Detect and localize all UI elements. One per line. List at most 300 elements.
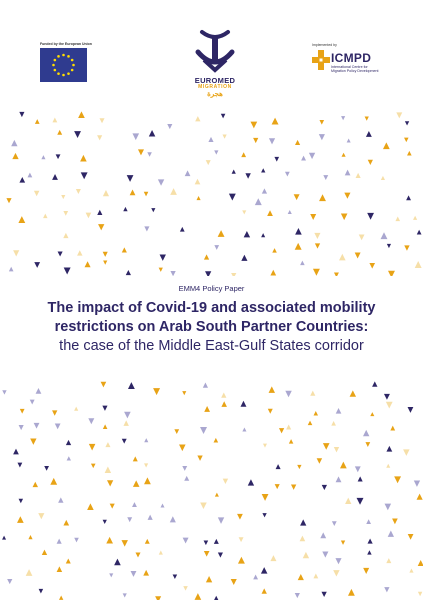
euromed-logo xyxy=(180,28,250,98)
triangle-shape xyxy=(229,194,236,201)
triangle-shape xyxy=(144,192,149,197)
triangle-shape xyxy=(332,521,337,526)
eu-funding-block xyxy=(40,42,100,82)
triangle-shape xyxy=(63,233,68,238)
triangle-shape xyxy=(13,449,19,455)
triangle-shape xyxy=(321,592,326,597)
triangle-shape xyxy=(297,465,301,469)
triangle-shape xyxy=(418,592,422,596)
eu-star-icon xyxy=(57,55,60,58)
triangle-shape xyxy=(147,152,152,157)
triangle-shape xyxy=(183,538,189,544)
triangle-shape xyxy=(78,111,85,118)
triangle-shape xyxy=(381,232,388,239)
triangle-shape xyxy=(309,153,315,159)
triangle-shape xyxy=(55,424,61,430)
triangle-shape xyxy=(18,216,25,223)
triangle-shape xyxy=(366,519,371,524)
eu-star-icon xyxy=(62,74,65,77)
triangle-shape xyxy=(122,247,127,252)
triangle-shape xyxy=(366,131,372,137)
triangle-shape xyxy=(242,427,246,431)
triangle-shape xyxy=(133,480,140,487)
triangle-shape xyxy=(123,593,127,597)
eu-star-icon xyxy=(71,69,74,72)
triangle-shape xyxy=(417,494,423,500)
triangle-shape xyxy=(38,513,44,519)
triangle-shape xyxy=(415,261,422,268)
triangle-shape xyxy=(241,152,246,157)
triangle-shape xyxy=(138,149,144,155)
triangle-shape xyxy=(208,137,213,142)
triangle-shape xyxy=(370,412,374,416)
triangle-shape xyxy=(123,207,127,211)
triangle-shape xyxy=(231,579,237,585)
triangle-shape xyxy=(392,519,398,525)
triangle-shape xyxy=(238,557,245,564)
triangle-shape xyxy=(269,386,275,392)
triangle-shape xyxy=(407,151,412,156)
triangle-shape xyxy=(52,410,57,415)
triangle-shape xyxy=(74,407,78,411)
triangle-shape xyxy=(167,124,172,129)
triangle-shape xyxy=(105,467,111,473)
triangle-shape xyxy=(103,424,108,429)
triangle-shape xyxy=(195,593,202,600)
triangle-shape xyxy=(214,539,219,544)
triangle-shape xyxy=(261,567,268,574)
triangle-shape xyxy=(148,515,153,520)
triangle-shape xyxy=(388,271,395,276)
triangle-shape xyxy=(239,537,244,542)
triangle-shape xyxy=(35,119,40,124)
triangle-shape xyxy=(183,586,188,591)
triangle-shape xyxy=(267,210,273,216)
triangle-shape xyxy=(102,406,107,411)
triangle-shape xyxy=(331,421,336,426)
triangle-shape xyxy=(57,130,62,135)
triangle-shape xyxy=(298,574,304,580)
triangle-shape xyxy=(63,211,68,216)
triangle-shape xyxy=(103,520,107,524)
triangle-shape xyxy=(387,244,391,248)
triangle-shape xyxy=(103,261,107,265)
triangle-shape xyxy=(301,156,306,161)
triangle-shape xyxy=(204,540,209,545)
triangle-shape xyxy=(285,391,291,397)
triangle-shape xyxy=(386,464,390,468)
triangle-shape xyxy=(34,262,40,268)
triangle-shape xyxy=(26,569,33,576)
triangle-shape xyxy=(319,134,325,140)
triangle-shape xyxy=(34,191,39,196)
triangle-shape xyxy=(365,116,369,120)
triangle-shape xyxy=(262,513,266,517)
triangle-shape xyxy=(345,170,351,176)
triangle-shape xyxy=(214,438,219,443)
triangle-shape xyxy=(127,175,134,182)
triangle-shape xyxy=(74,538,79,543)
triangle-shape xyxy=(418,560,423,566)
triangle-shape xyxy=(204,406,210,412)
triangle-shape xyxy=(127,517,132,522)
triangle-shape xyxy=(57,566,63,572)
triangle-shape xyxy=(57,539,62,544)
triangle-shape xyxy=(244,231,250,237)
triangle-shape xyxy=(413,216,417,220)
icmpd-emblem-icon xyxy=(312,49,330,71)
triangle-shape xyxy=(272,118,279,125)
triangle-shape xyxy=(59,595,63,599)
triangle-shape xyxy=(414,481,420,487)
triangle-shape xyxy=(214,150,218,154)
triangle-shape xyxy=(130,190,136,196)
triangle-shape xyxy=(97,135,102,140)
triangle-shape xyxy=(200,427,207,434)
triangle-shape xyxy=(39,589,44,594)
triangle-shape xyxy=(205,271,211,276)
triangle-shape xyxy=(87,503,94,510)
triangle-shape xyxy=(221,114,226,119)
triangle-shape xyxy=(145,539,150,544)
triangle-shape xyxy=(98,224,104,230)
triangle-shape xyxy=(320,532,326,538)
eu-star-icon xyxy=(71,59,74,62)
triangle-shape xyxy=(310,214,316,220)
triangle-shape xyxy=(315,243,320,248)
triangle-shape xyxy=(2,536,6,540)
implemented-by-caption: Implemented by xyxy=(312,43,337,47)
triangle-shape xyxy=(61,195,65,199)
triangle-shape xyxy=(52,174,58,180)
triangle-shape xyxy=(123,420,128,425)
triangle-shape xyxy=(101,382,107,388)
triangle-shape xyxy=(7,579,12,584)
triangle-shape xyxy=(144,438,148,442)
triangle-shape xyxy=(64,268,71,275)
triangle-shape xyxy=(384,587,389,592)
triangle-shape xyxy=(135,552,140,557)
triangle-shape xyxy=(404,138,409,143)
triangle-shape xyxy=(334,447,339,452)
triangle-shape xyxy=(103,190,109,196)
icmpd-full-name xyxy=(331,65,391,73)
triangle-shape xyxy=(303,552,309,558)
triangle-shape xyxy=(221,401,227,407)
triangle-shape xyxy=(276,464,281,469)
triangle-shape xyxy=(206,160,211,165)
triangle-shape xyxy=(132,502,137,507)
eu-funding-caption: Funded by the European Union xyxy=(40,42,92,46)
triangle-shape xyxy=(358,476,363,481)
triangle-shape xyxy=(241,255,247,261)
triangle-shape xyxy=(86,213,92,219)
triangle-shape xyxy=(103,252,108,257)
triangle-shape xyxy=(106,537,113,544)
triangle-shape xyxy=(151,208,155,212)
triangle-shape xyxy=(319,194,326,201)
triangle-shape xyxy=(342,153,346,157)
triangle-shape xyxy=(408,407,414,413)
triangle-shape xyxy=(52,117,57,122)
triangle-shape xyxy=(50,478,57,485)
triangle-shape xyxy=(322,551,328,557)
triangle-shape xyxy=(363,568,369,574)
title-line-2: restrictions on Arab South Partner Countries: xyxy=(54,319,369,335)
triangle-shape xyxy=(132,133,139,140)
triangle-shape xyxy=(272,248,277,253)
arabic-wordmark: هجرة xyxy=(207,91,223,98)
triangle-shape xyxy=(42,550,47,555)
triangle-shape xyxy=(215,493,219,497)
triangle-shape xyxy=(250,122,257,129)
triangle-shape xyxy=(323,175,328,180)
triangle-shape xyxy=(310,391,315,396)
triangle-shape xyxy=(341,214,348,221)
triangle-shape xyxy=(300,519,306,525)
title-line-1: The impact of Covid-19 and associated mobility xyxy=(47,300,376,316)
triangle-shape xyxy=(110,504,115,509)
eu-star-icon xyxy=(57,72,60,75)
triangle-shape xyxy=(319,120,324,125)
triangle-shape xyxy=(144,463,148,467)
triangle-shape xyxy=(263,444,267,448)
triangle-shape xyxy=(89,444,96,451)
triangle-shape xyxy=(340,462,347,469)
triangle-shape xyxy=(314,411,319,416)
cover-title-block xyxy=(0,284,423,356)
triangle-shape xyxy=(339,254,346,261)
triangle-shape xyxy=(124,412,131,419)
triangle-shape xyxy=(19,112,24,117)
triangle-shape xyxy=(88,418,94,424)
triangle-shape xyxy=(275,484,280,489)
triangle-shape xyxy=(161,504,165,508)
triangle-shape xyxy=(232,170,236,174)
triangle-shape xyxy=(28,173,33,178)
icmpd-full-line1: International Centre for xyxy=(331,65,368,69)
triangle-shape xyxy=(295,593,300,598)
triangle-shape xyxy=(184,476,189,481)
triangle-shape xyxy=(159,550,163,554)
triangle-shape xyxy=(295,140,300,145)
triangle-shape xyxy=(336,408,342,414)
triangle-shape xyxy=(396,112,402,118)
triangle-shape xyxy=(218,230,225,237)
triangle-shape xyxy=(13,250,19,256)
series-label: EMM4 Policy Paper xyxy=(178,284,245,293)
triangle-shape xyxy=(345,498,351,504)
triangle-shape xyxy=(170,271,175,276)
triangle-shape xyxy=(395,217,400,222)
triangle-shape xyxy=(200,502,207,509)
triangle-shape xyxy=(368,160,373,165)
triangle-shape xyxy=(41,155,45,159)
triangle-shape xyxy=(317,458,323,464)
triangle-shape xyxy=(359,235,365,241)
triangle-shape xyxy=(158,179,164,185)
triangle-shape xyxy=(417,230,422,235)
subtitle: the case of the Middle East-Gulf States corridor xyxy=(59,338,364,354)
triangle-shape xyxy=(214,596,218,600)
triangle-shape xyxy=(253,575,258,580)
triangle-shape xyxy=(76,189,81,194)
triangle-shape xyxy=(218,553,223,558)
icmpd-wordmark: ICMPD xyxy=(331,51,372,65)
triangle-shape xyxy=(262,588,267,593)
triangle-shape xyxy=(323,443,330,450)
triangle-shape xyxy=(97,210,102,215)
triangle-shape xyxy=(384,394,390,400)
triangle-shape xyxy=(170,516,176,522)
triangle-shape xyxy=(369,263,375,269)
triangle-shape xyxy=(67,456,71,460)
triangle-pattern-top xyxy=(0,108,423,276)
triangle-shape xyxy=(341,541,345,545)
triangle-shape xyxy=(261,168,265,172)
triangle-shape xyxy=(107,480,113,486)
triangle-shape xyxy=(19,177,25,183)
eu-star-icon xyxy=(67,55,70,58)
triangle-shape xyxy=(66,558,71,563)
triangle-shape xyxy=(153,388,160,395)
triangle-shape xyxy=(367,538,372,543)
triangle-shape xyxy=(406,195,411,200)
triangle-shape xyxy=(44,466,49,471)
triangle-shape xyxy=(128,382,135,389)
triangle-shape xyxy=(291,485,296,490)
triangle-shape xyxy=(149,130,155,136)
triangle-shape xyxy=(63,520,69,526)
triangle-shape xyxy=(388,531,394,537)
triangle-shape xyxy=(288,210,292,214)
triangle-shape xyxy=(386,446,392,452)
triangle-shape xyxy=(159,268,163,272)
triangle-shape xyxy=(173,574,178,579)
triangle-shape xyxy=(314,233,320,239)
triangle-shape xyxy=(28,535,32,539)
triangle-shape xyxy=(80,155,87,162)
eu-star-icon xyxy=(62,54,65,57)
triangle-shape xyxy=(341,116,345,120)
triangle-shape xyxy=(85,261,91,267)
triangle-shape xyxy=(182,391,186,395)
triangle-shape xyxy=(34,423,40,429)
triangle-shape xyxy=(294,194,300,200)
triangle-shape xyxy=(367,550,371,554)
eu-flag-icon xyxy=(40,48,87,82)
triangle-shape xyxy=(268,409,273,414)
triangle-shape xyxy=(131,571,137,577)
triangle-shape xyxy=(365,442,370,447)
triangle-shape xyxy=(81,172,88,179)
triangle-shape xyxy=(390,426,395,431)
triangle-shape xyxy=(204,254,209,259)
triangle-shape xyxy=(295,243,302,250)
triangle-shape xyxy=(355,466,361,472)
triangle-shape xyxy=(385,504,392,511)
eu-star-icon xyxy=(54,59,57,62)
triangle-shape xyxy=(122,439,127,444)
triangle-shape xyxy=(335,558,341,564)
triangle-shape xyxy=(253,138,258,143)
triangle-shape xyxy=(405,121,409,125)
triangle-shape xyxy=(36,388,42,394)
triangle-shape xyxy=(237,514,243,520)
triangle-shape xyxy=(394,476,401,483)
eu-star-icon xyxy=(54,69,57,72)
icmpd-logo-block xyxy=(312,43,402,83)
triangle-shape xyxy=(197,196,201,200)
triangle-shape xyxy=(409,568,413,572)
triangle-shape xyxy=(144,477,151,484)
triangle-shape xyxy=(6,198,11,203)
triangle-shape xyxy=(206,576,212,582)
triangle-shape xyxy=(386,402,393,409)
triangle-shape xyxy=(333,570,339,576)
triangle-shape xyxy=(261,233,265,237)
triangle-shape xyxy=(197,455,202,460)
triangle-shape xyxy=(269,138,275,144)
triangle-shape xyxy=(308,421,313,426)
triangle-shape xyxy=(33,482,38,487)
triangle-shape xyxy=(255,198,262,205)
eu-star-icon xyxy=(52,64,55,67)
triangle-shape xyxy=(17,516,24,523)
triangle-shape xyxy=(144,226,149,231)
triangle-shape xyxy=(357,498,364,505)
triangle-shape xyxy=(231,273,236,276)
triangle-shape xyxy=(143,570,149,576)
triangle-shape xyxy=(99,118,104,123)
triangle-shape xyxy=(334,272,339,276)
triangle-shape xyxy=(105,442,110,447)
triangle-shape xyxy=(223,479,228,484)
triangle-shape xyxy=(383,142,390,149)
triangle-shape xyxy=(17,463,22,468)
triangle-shape xyxy=(19,499,23,503)
euromed-emblem-icon xyxy=(180,28,250,76)
triangle-shape xyxy=(285,172,290,177)
triangle-shape xyxy=(12,153,18,159)
triangle-shape xyxy=(174,429,179,434)
triangle-shape xyxy=(300,261,305,266)
triangle-shape xyxy=(114,559,121,566)
triangle-shape xyxy=(2,390,6,394)
triangle-shape xyxy=(350,390,356,396)
triangle-shape xyxy=(58,497,63,502)
triangle-shape xyxy=(43,214,47,218)
triangle-shape xyxy=(336,476,342,482)
logo-header xyxy=(0,0,423,100)
icmpd-full-line2: Migration Policy Development xyxy=(331,69,379,74)
euromed-wordmark: EUROMED xyxy=(194,76,236,85)
triangle-shape xyxy=(403,449,410,456)
triangle-shape xyxy=(56,154,61,159)
triangle-shape xyxy=(241,401,247,407)
migration-wordmark: MIGRATION xyxy=(198,84,232,90)
triangle-shape xyxy=(170,188,177,195)
triangle-shape xyxy=(270,555,276,561)
triangle-shape xyxy=(322,485,327,490)
triangle-shape xyxy=(58,251,63,256)
triangle-shape xyxy=(404,245,409,250)
triangle-shape xyxy=(289,439,294,444)
triangle-shape xyxy=(363,430,369,436)
triangle-shape xyxy=(30,400,35,405)
triangle-shape xyxy=(66,440,71,445)
triangle-shape xyxy=(222,135,226,139)
